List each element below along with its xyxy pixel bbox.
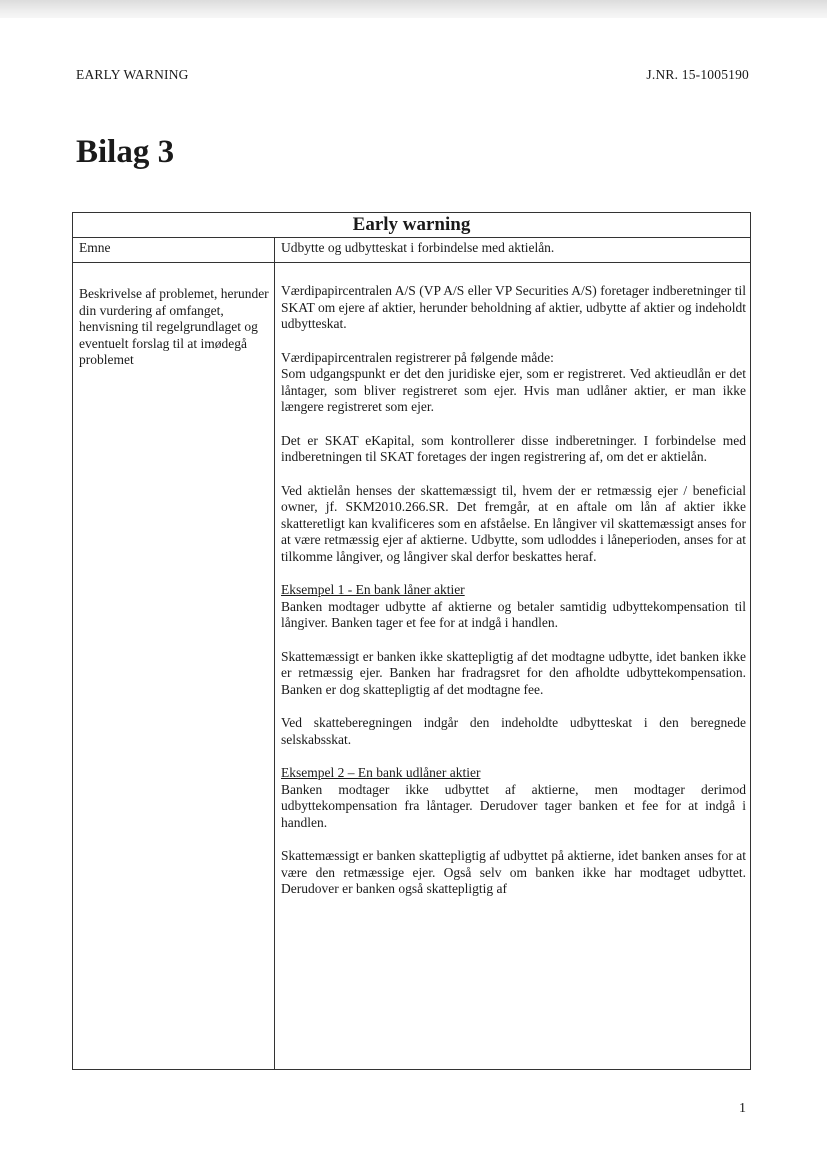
early-warning-table [72, 212, 751, 1070]
paragraph [281, 483, 746, 566]
page-number: 1 [739, 1101, 746, 1116]
description-row [73, 263, 750, 1069]
paragraph-text: Skattemæssigt er banken skattepligtig af udbyttet på aktierne, idet banken anses for at være den retmæssige ejer. Også selv om banken ikke har modtaget udbyttet. Derudover er banken også skattepligtig af [281, 848, 746, 896]
paragraph [281, 283, 746, 333]
subject-row [73, 238, 750, 263]
example-heading: Eksempel 1 - En bank låner aktier [281, 582, 465, 597]
paragraph-intro: Værdipapircentralen registrerer på følgende måde: [281, 349, 554, 365]
paragraph [281, 433, 746, 466]
paragraph-text: Værdipapircentralen A/S (VP A/S eller VP Securities A/S) foretager indberetninger til SKAT om ejere af aktier, herunder beholdning af aktier, udbytte af aktier og indeholdt udbytteskat. [281, 283, 746, 331]
paragraph [281, 582, 746, 632]
paragraph [281, 715, 746, 748]
paragraph-text: Som udgangspunkt er det den juridiske ejer, som er registreret. Ved aktieudlån er det låntager, som bliver registreret som ejer. Hvis man udlåner aktier, er man ikke længere registreret som ejer. [281, 366, 746, 414]
description-content [275, 263, 750, 1069]
paragraph-text: Det er SKAT eKapital, som kontrollerer disse indberetninger. I forbindelse med indberetningen til SKAT foretages der ingen registrering af, om det er aktielån. [281, 432, 746, 464]
example-heading: Eksempel 2 – En bank udlåner aktier [281, 765, 481, 780]
header-left: EARLY WARNING [76, 67, 189, 82]
paragraph-text: Banken modtager ikke udbyttet af aktierne, men modtager derimod udbyttekompensation fra låntager. Derudover tager banken et fee for at indgå i handlen. [281, 781, 746, 830]
page-title: Bilag 3 [76, 134, 175, 170]
scan-edge [0, 0, 827, 18]
paragraph-text: Skattemæssigt er banken ikke skattepligtig af det modtagne udbytte, idet banken ikke er retmæssig ejer. Banken har fradragsret for den afholdte udbyttekompensation. Banken er dog skattepligtig af det modtagne fee. [281, 648, 746, 697]
paragraph-text: Ved aktielån henses der skattemæssigt til, hvem der er retmæssig ejer / beneficial owner, jf. SKM2010.266.SR. Det fremgår, at en aftale om lån af aktier ikke skatteretligt kan kvalificeres som en afståelse. En långiver vil skattemæssigt anses for at være retmæssig ejer af aktierne. Udbytte, som udloddes i låneperioden, anses for at tilkomme långiver, og långiver skal derfor beskattes heraf. [281, 482, 746, 564]
subject-label: Emne [73, 238, 275, 262]
table-title: Early warning [73, 213, 750, 238]
header-journal-number: J.NR. 15-1005190 [646, 67, 749, 82]
paragraph [281, 848, 746, 898]
paragraph [281, 350, 746, 416]
description-label: Beskrivelse af problemet, herunder din vurdering af omfanget, henvisning til regelgrundlaget og eventuelt forslag til at imødegå problemet [73, 263, 275, 1069]
paragraph-text: Ved skatteberegningen indgår den indeholdte udbytteskat i den beregnede selskabsskat. [281, 715, 746, 747]
paragraph [281, 649, 746, 699]
paragraph-text: Banken modtager udbytte af aktierne og betaler samtidig udbyttekompensation til långiver. Banken tager et fee for at indgå i handlen. [281, 598, 746, 630]
subject-value: Udbytte og udbytteskat i forbindelse med aktielån. [281, 240, 555, 255]
paragraph [281, 765, 746, 831]
